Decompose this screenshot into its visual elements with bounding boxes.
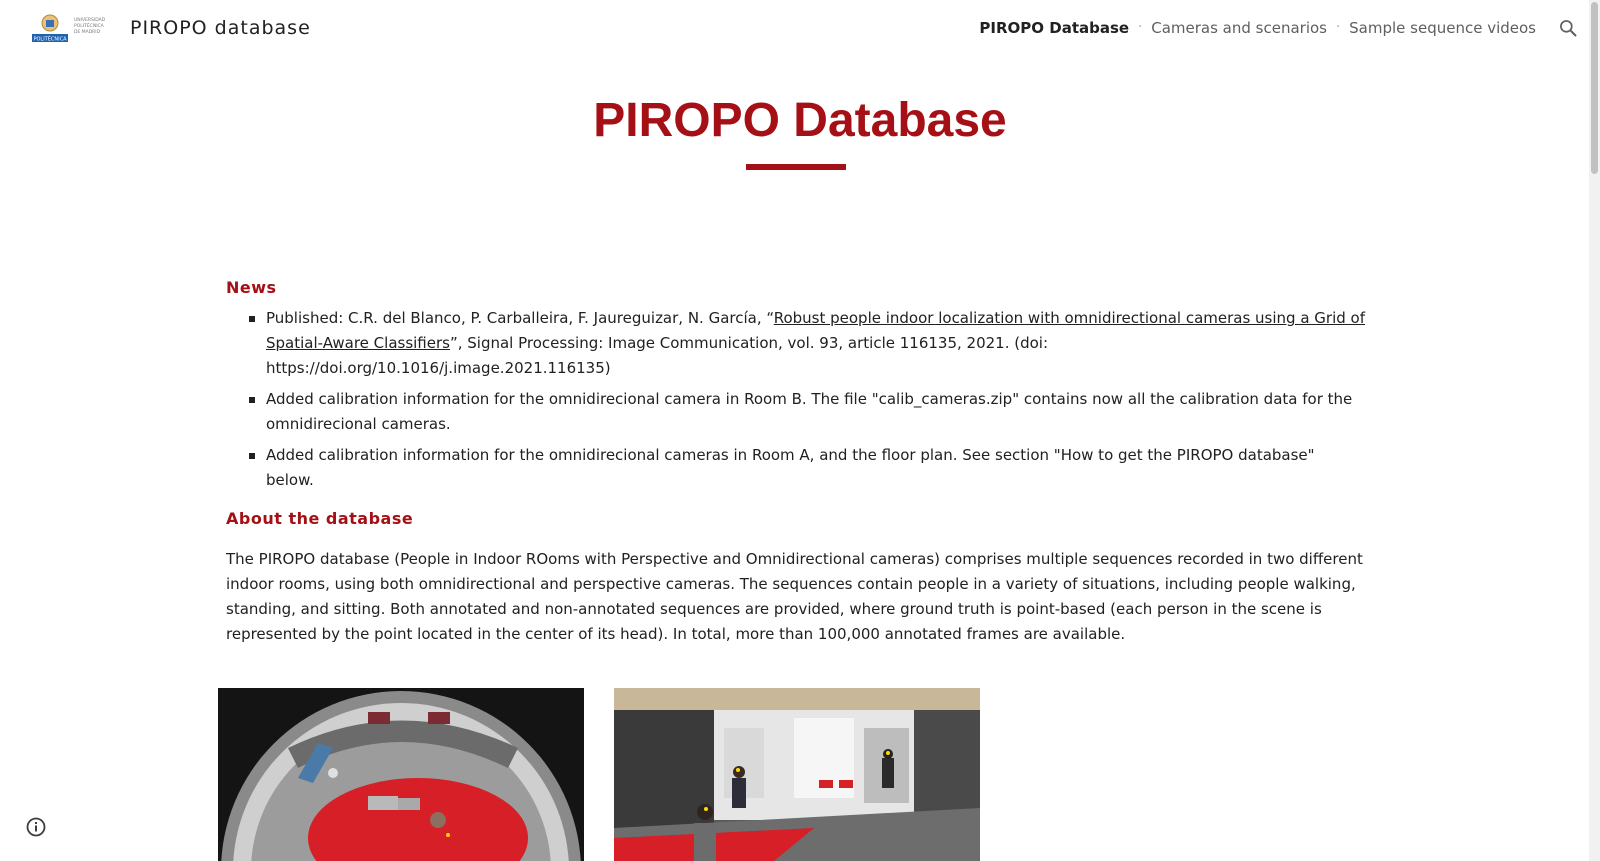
news-item: Added calibration information for the omnidirecional cameras in Room A, and the floor plan. See section "How to get the PIROPO database" below. <box>266 443 1366 493</box>
perspective-camera-image[interactable] <box>614 688 980 861</box>
logo-text-line: UNIVERSIDAD <box>74 18 106 23</box>
omnidirectional-scene <box>218 688 584 861</box>
nav-cameras-and-scenarios[interactable]: Cameras and scenarios <box>1151 19 1327 37</box>
omnidirectional-camera-image[interactable] <box>218 688 584 861</box>
news-item: Added calibration information for the omnidirecional camera in Room B. The file "calib_cameras.zip" contains now all the calibration data for the omnidirecional cameras. <box>266 387 1366 437</box>
nav-piropo-database[interactable]: PIROPO Database <box>979 19 1130 37</box>
paper-link[interactable]: Robust people indoor localization with omnidirectional cameras using a Grid of Spatial-Aware Classifiers <box>266 309 1365 352</box>
main-content <box>226 274 1366 647</box>
search-button[interactable] <box>1554 14 1582 42</box>
nav-separator: · <box>1138 20 1143 35</box>
nav-sample-sequence-videos[interactable]: Sample sequence videos <box>1349 19 1536 37</box>
top-nav <box>979 14 1536 42</box>
site-info-button[interactable] <box>24 815 48 839</box>
news-item-prefix: Published: C.R. del Blanco, P. Carballeira, F. Jaureguizar, N. García, “ <box>266 309 774 327</box>
search-icon <box>1558 18 1578 38</box>
news-item <box>266 306 1366 381</box>
upm-logo-icon <box>32 12 68 44</box>
info-icon <box>24 815 48 839</box>
title-underline <box>746 164 846 170</box>
upm-logo[interactable] <box>32 12 106 44</box>
news-list <box>226 306 1366 493</box>
perspective-scene <box>614 688 980 861</box>
site-title[interactable]: PIROPO database <box>130 17 311 39</box>
nav-separator: · <box>1336 20 1341 35</box>
logo-text-line: DE MADRID <box>74 30 101 35</box>
page-title: PIROPO Database <box>593 94 1007 147</box>
news-heading: News <box>226 278 277 297</box>
logo-badge-text: POLITÉCNICA <box>33 36 67 43</box>
about-heading: About the database <box>226 509 414 528</box>
logo-text-line: POLITÉCNICA <box>74 24 104 29</box>
site-header <box>0 0 1600 56</box>
logo-text <box>74 18 106 36</box>
news-item-suffix: ”, Signal Processing: Image Communication, vol. 93, article 116135, 2021. (doi: https://doi.org/10.1016/j.image.2021.116135) <box>266 334 1049 377</box>
about-text: The PIROPO database (People in Indoor ROoms with Perspective and Omnidirectional cameras) comprises multiple sequences recorded in two different indoor rooms, using both omnidirectional and perspective cameras. The sequences contain people in a variety of situations, including people walking, standing, and sitting. Both annotated and non-annotated sequences are provided, where ground truth is point-based (each person in the scene is represented by the point located in the center of its head). In total, more than 100,000 annotated frames are available. <box>226 550 1363 643</box>
